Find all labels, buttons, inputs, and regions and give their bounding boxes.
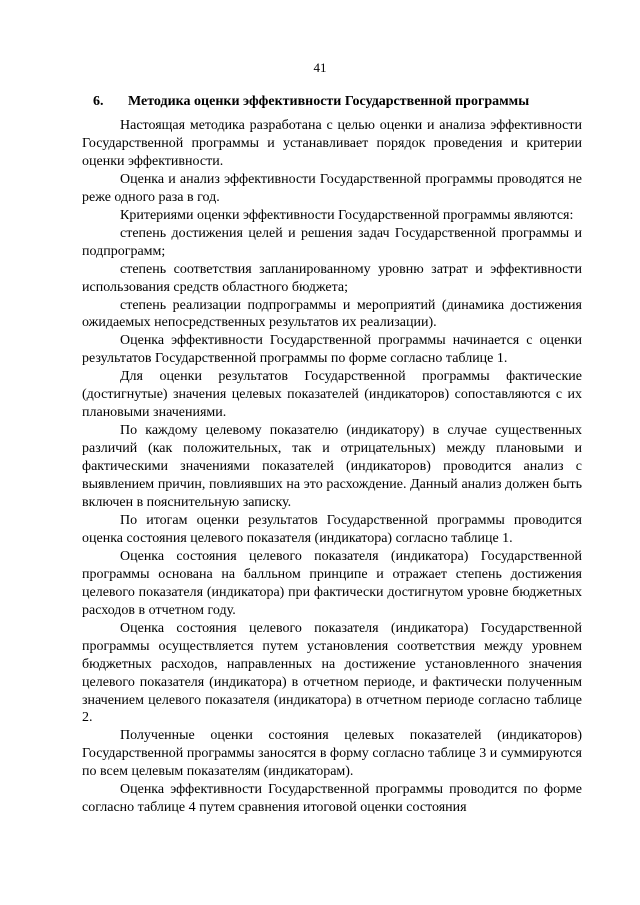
list-item: степень достижения целей и решения задач Государственной программы и подпрограмм; xyxy=(82,225,582,259)
list-item: степень соответствия запланированному уровню затрат и эффективности использования средств областного бюджета; xyxy=(82,261,582,295)
paragraph: Полученные оценки состояния целевых показателей (индикаторов) Государственной программы заносятся в форму согласно таблице 3 и суммируются по всем целевым показателям (индикаторам). xyxy=(82,728,582,780)
paragraph: Оценка состояния целевого показателя (индикатора) Государственной программы осуществляется путем установления соответствия между уровнем бюджетных расходов, направленных на достижение установленного значения целевого показателя (индикатора) в отчетном периоде, и фактически полученным значением целевого показателя (индикатора) в отчетном периоде согласно таблице 2. xyxy=(82,620,582,726)
section-heading xyxy=(93,93,593,111)
paragraph: Критериями оценки эффективности Государственной программы являются: xyxy=(120,207,574,223)
paragraph: По итогам оценки результатов Государственной программы проводится оценка состояния целевого показателя (индикатора) согласно таблице 1. xyxy=(82,512,582,546)
paragraph: Настоящая методика разработана с целью оценки и анализа эффективности Государственной программы и устанавливает порядок проведения и критерии оценки эффективности. xyxy=(82,118,582,169)
list-item: степень реализации подпрограммы и мероприятий (динамика достижения ожидаемых непосредственных результатов их реализации). xyxy=(82,297,582,331)
paragraph: Оценка эффективности Государственной программы проводится по форме согласно таблице 4 путем сравнения итоговой оценки состояния xyxy=(82,782,582,816)
document-body xyxy=(82,117,582,817)
section-number: 6. xyxy=(93,94,104,109)
paragraph: По каждому целевому показателю (индикатору) в случае существенных различий (как положительных, так и отрицательных) между плановыми и фактическими значениями показателей (индикаторов) проводится анализ с выявлением причин, повлиявших на это расхождение. Данный анализ должен быть включен в пояснительную записку. xyxy=(82,423,582,511)
section-title: Методика оценки эффективности Государственной программы xyxy=(128,94,530,109)
paragraph: Для оценки результатов Государственной программы фактические (достигнутые) значения целевых показателей (индикаторов) сопоставляются с их плановыми значениями. xyxy=(82,369,582,421)
paragraph: Оценка эффективности Государственной программы начинается с оценки результатов Государственной программы по форме согласно таблице 1. xyxy=(82,333,582,367)
page-number: 41 xyxy=(313,60,327,75)
paragraph: Оценка и анализ эффективности Государственной программы проводятся не реже одного раза в год. xyxy=(82,171,582,205)
paragraph: Оценка состояния целевого показателя (индикатора) Государственной программы основана на балльном принципе и отражает степень достижения целевого показателя (индикатора) при фактически достигнутом уровне бюджетных расходов в отчетном году. xyxy=(82,548,582,618)
